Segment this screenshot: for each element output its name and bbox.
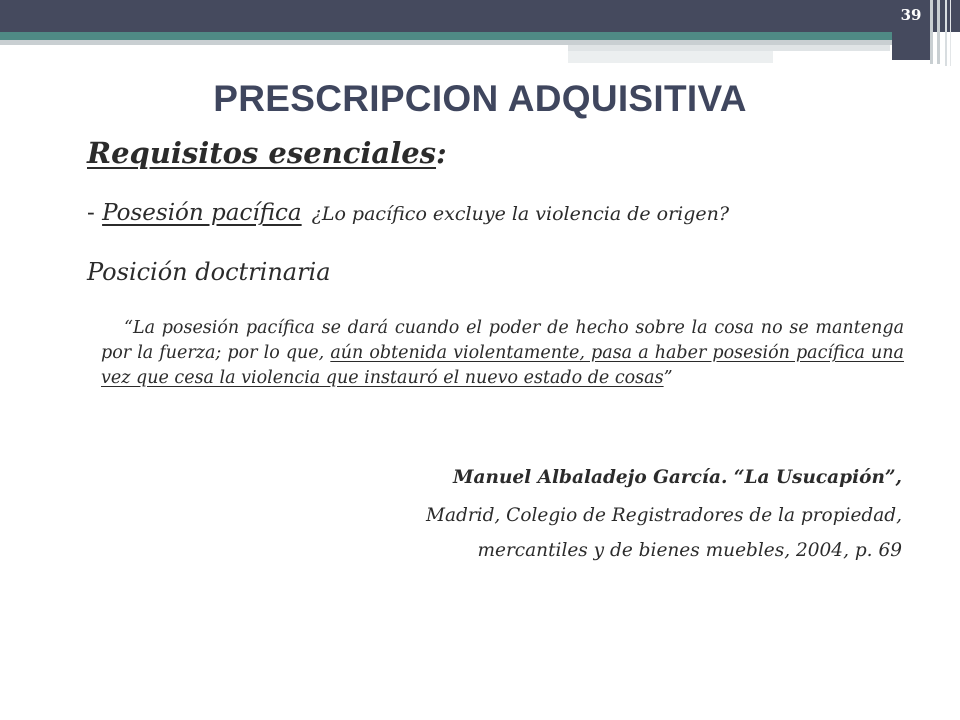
- doctrine-label: Posición doctrinaria: [87, 258, 331, 286]
- requirement-dash: -: [87, 200, 103, 226]
- requirement-line: [87, 200, 729, 226]
- quote-underlined-text: aún obtenida violentamente, pasa a haber posesión pacífica una vez que cesa la violencia que instauró el nuevo estado de cosas: [101, 343, 904, 388]
- decorative-line: [937, 0, 940, 64]
- section-heading-text: Requisitos esenciales: [87, 136, 437, 170]
- quote-text: “La posesión pacífica se dará cuando el poder de hecho sobre la cosa no se mantenga por la fuerza; por lo que,: [101, 318, 904, 363]
- header-bar: [0, 0, 960, 32]
- page-number: 39: [900, 6, 922, 24]
- decorative-line: [945, 0, 947, 66]
- doctrine-quote: [101, 316, 904, 391]
- quote-close: ”: [663, 368, 673, 388]
- section-heading-colon: :: [436, 136, 447, 170]
- citation-author: Manuel Albaladejo García. “La Usucapión”,: [453, 467, 902, 488]
- header-divider-shorter: [568, 51, 773, 63]
- citation-publisher: Madrid, Colegio de Registradores de la propiedad,: [426, 505, 902, 526]
- requirement-question: ¿Lo pacífico excluye la violencia de origen?: [311, 203, 730, 225]
- section-heading: [87, 136, 447, 170]
- slide-title: PRESCRIPCION ADQUISITIVA: [213, 78, 747, 119]
- citation-details: mercantiles y de bienes muebles, 2004, p. 69: [477, 540, 902, 561]
- decorative-line: [950, 0, 951, 66]
- decorative-line: [930, 0, 933, 64]
- requirement-label: Posesión pacífica: [102, 200, 302, 226]
- header-accent-bar: [0, 32, 930, 40]
